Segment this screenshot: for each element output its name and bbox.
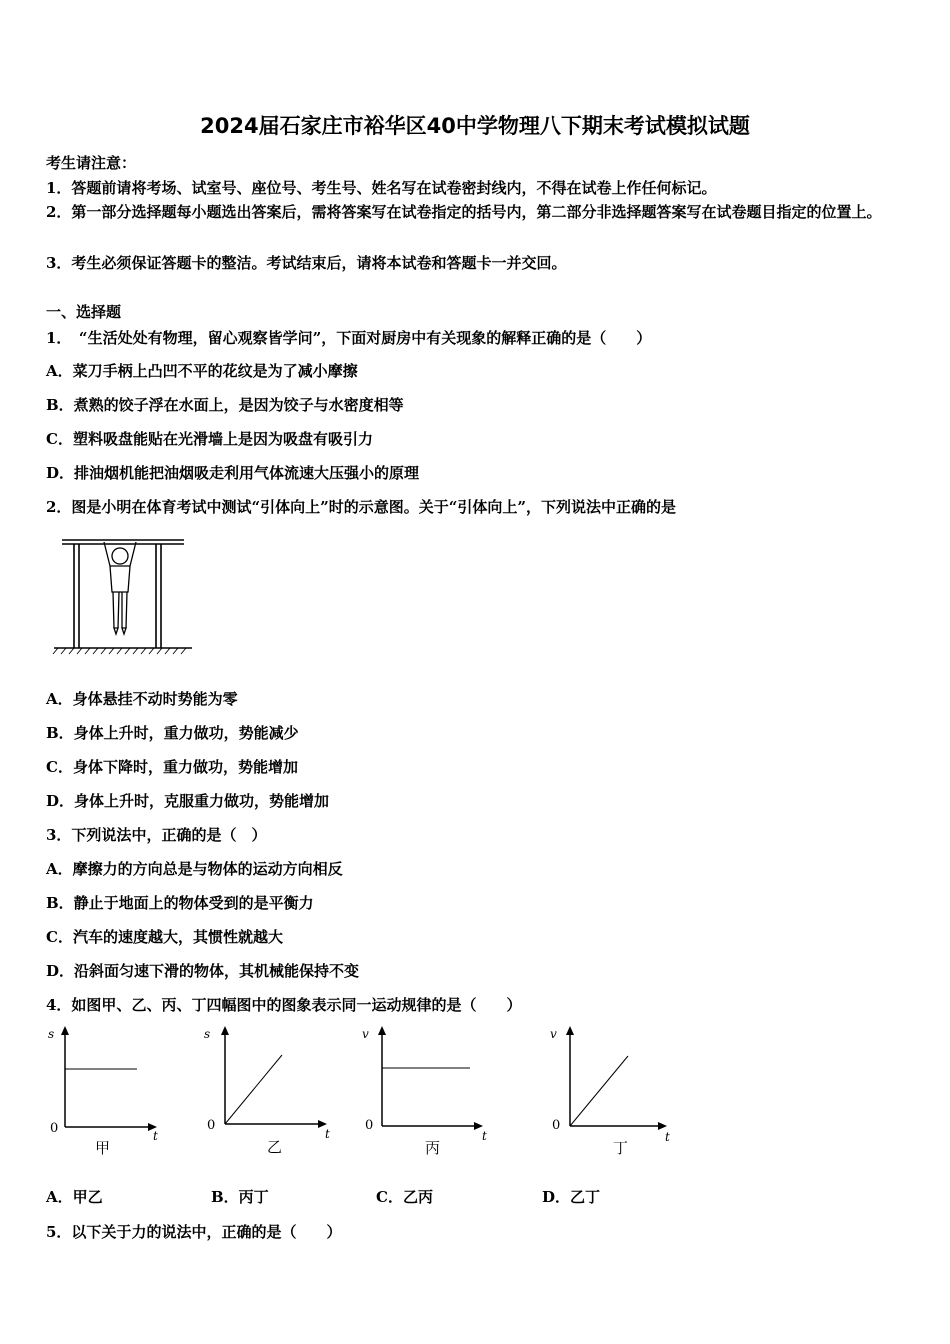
notice-item-3: 3．考生必须保证答题卡的整洁。考试结束后，请将本试卷和答题卡一并交回。: [46, 254, 567, 272]
graph-ding-y-label: v: [550, 1027, 557, 1041]
pull-up-figure: [52, 530, 197, 660]
graph-ding: [545, 1022, 685, 1162]
graph-jia-y-label: s: [48, 1027, 55, 1041]
question-2-option-b: B．身体上升时，重力做功，势能减少: [46, 724, 299, 742]
graph-yi-y-label: s: [204, 1027, 211, 1041]
question-1-option-a: A．菜刀手柄上凸凹不平的花纹是为了减小摩擦: [46, 362, 358, 380]
graph-yi-caption: 乙: [267, 1138, 283, 1156]
question-3-stem: 3．下列说法中，正确的是（ ）: [46, 826, 267, 844]
section-title: 一、选择题: [46, 303, 122, 321]
question-1-stem: 1． “生活处处有物理，留心观察皆学问”，下面对厨房中有关现象的解释正确的是（ ）: [46, 329, 652, 347]
question-4-option-b: B．丙丁: [211, 1188, 269, 1206]
graph-bing-x-label: t: [482, 1129, 487, 1143]
question-1-option-c: C．塑料吸盘能贴在光滑墙上是因为吸盘有吸引力: [46, 430, 373, 448]
question-4-option-a: A．甲乙: [46, 1188, 103, 1206]
graph-ding-origin: 0: [552, 1118, 561, 1133]
question-2-option-c: C．身体下降时，重力做功，势能增加: [46, 758, 298, 776]
graph-jia-origin: 0: [50, 1121, 59, 1136]
graph-yi-x-label: t: [325, 1127, 330, 1141]
question-3-option-b: B．静止于地面上的物体受到的是平衡力: [46, 894, 314, 912]
question-4-stem: 4．如图甲、乙、丙、丁四幅图中的图象表示同一运动规律的是（ ）: [46, 996, 522, 1014]
notice-item-1: 1．答题前请将考场、试室号、座位号、考生号、姓名写在试卷密封线内，不得在试卷上作任何标记。: [46, 179, 717, 197]
graph-bing-caption: 丙: [425, 1139, 441, 1157]
graph-bing-y-label: v: [362, 1027, 369, 1041]
graph-jia: [40, 1022, 170, 1162]
graph-ding-caption: 丁: [613, 1139, 629, 1157]
graph-yi: [200, 1022, 340, 1162]
question-3-option-c: C．汽车的速度越大，其惯性就越大: [46, 928, 283, 946]
notice-heading: 考生请注意：: [46, 154, 137, 172]
graph-jia-x-label: t: [153, 1129, 158, 1143]
question-3-option-d: D．沿斜面匀速下滑的物体，其机械能保持不变: [46, 962, 360, 980]
question-2-stem: 2．图是小明在体育考试中测试“引体向上”时的示意图。关于“引体向上”，下列说法中正确的是: [46, 498, 676, 516]
question-1-option-d: D．排油烟机能把油烟吸走利用气体流速大压强小的原理: [46, 464, 420, 482]
graph-yi-origin: 0: [207, 1118, 216, 1133]
question-1-option-b: B．煮熟的饺子浮在水面上，是因为饺子与水密度相等: [46, 396, 404, 414]
graph-ding-x-label: t: [665, 1130, 670, 1144]
notice-item-2: 2．第一部分选择题每小题选出答案后，需将答案写在试卷指定的括号内，第二部分非选择题答案写在试卷题目指定的位置上。: [46, 203, 882, 221]
page-title: 2024届石家庄市裕华区40中学物理八下期末考试模拟试题: [200, 114, 750, 138]
graph-bing-origin: 0: [365, 1118, 374, 1133]
question-2-option-a: A．身体悬挂不动时势能为零: [46, 690, 238, 708]
question-5-stem: 5．以下关于力的说法中，正确的是（ ）: [46, 1223, 342, 1241]
question-4-option-d: D．乙丁: [542, 1188, 601, 1206]
graph-bing: [360, 1022, 500, 1162]
question-4-option-c: C．乙丙: [376, 1188, 433, 1206]
question-3-option-a: A．摩擦力的方向总是与物体的运动方向相反: [46, 860, 343, 878]
question-2-option-d: D．身体上升时，克服重力做功，势能增加: [46, 792, 330, 810]
graph-jia-caption: 甲: [95, 1139, 111, 1157]
